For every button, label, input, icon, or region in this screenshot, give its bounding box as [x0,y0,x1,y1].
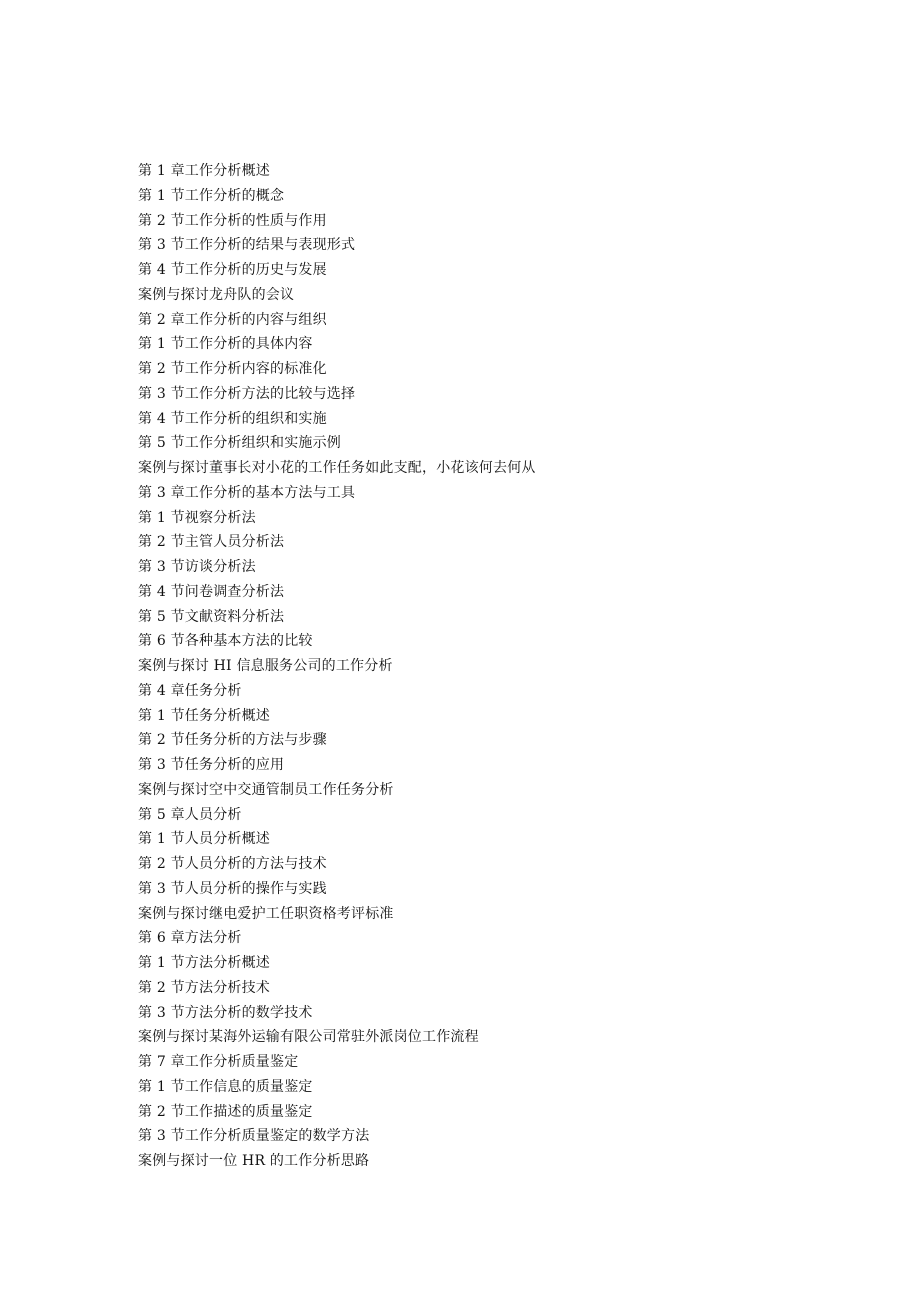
toc-section: 第 1 节工作信息的质量鉴定 [138,1078,313,1095]
toc-section: 第 1 节视察分析法 [138,509,256,526]
toc-section: 第 4 节工作分析的组织和实施 [138,410,327,427]
toc-section: 第 1 节人员分析概述 [138,831,271,848]
toc-section: 第 2 节工作分析的性质与作用 [138,212,327,229]
toc-section: 第 2 节工作分析内容的标准化 [138,361,327,377]
table-of-contents [138,159,536,1174]
toc-section: 第 3 节人员分析的操作与实践 [138,880,327,897]
toc-section: 第 3 节工作分析方法的比较与选择 [138,385,356,402]
toc-section: 第 1 节方法分析概述 [138,955,271,971]
toc-section: 第 1 节工作分析的概念 [138,187,285,204]
toc-section: 第 4 节问卷调查分析法 [138,583,285,600]
toc-section: 第 3 节方法分析的数学技术 [138,1004,313,1021]
toc-case-study: 案例与探讨某海外运输有限公司常驻外派岗位工作流程 [138,1029,479,1046]
toc-chapter-5: 第 5 章人员分析 [138,806,242,823]
toc-case-study: 案例与探讨龙舟队的会议 [138,286,295,303]
toc-section: 第 2 节任务分析的方法与步骤 [138,732,327,749]
toc-chapter-6: 第 6 章方法分析 [138,930,242,947]
toc-chapter-3: 第 3 章工作分析的基本方法与工具 [138,484,356,501]
toc-chapter-1: 第 1 章工作分析概述 [138,163,271,179]
toc-section: 第 4 节工作分析的历史与发展 [138,262,327,278]
toc-chapter-7: 第 7 章工作分析质量鉴定 [138,1054,299,1070]
toc-section: 第 3 节工作分析质量鉴定的数学方法 [138,1128,370,1145]
toc-chapter-4: 第 4 章任务分析 [138,682,242,699]
toc-case-study: 案例与探讨一位 HR 的工作分析思路 [138,1153,370,1169]
toc-section: 第 2 节主管人员分析法 [138,534,285,551]
toc-section: 第 5 节工作分析组织和实施示例 [138,435,342,452]
toc-case-study: 案例与探讨空中交通管制员工作任务分析 [138,781,394,798]
toc-case-study: 案例与探讨董事长对小花的工作任务如此支配，小花该何去何从 [138,460,536,476]
toc-section: 第 6 节各种基本方法的比较 [138,633,313,650]
toc-section: 第 2 节方法分析技术 [138,979,271,996]
toc-chapter-2: 第 2 章工作分析的内容与组织 [138,311,327,328]
toc-case-study: 案例与探讨 HI 信息服务公司的工作分析 [138,658,393,674]
toc-section: 第 2 节人员分析的方法与技术 [138,856,327,872]
toc-section: 第 3 节任务分析的应用 [138,757,285,773]
toc-case-study: 案例与探讨继电爱护工任职资格考评标准 [138,905,394,922]
toc-section: 第 2 节工作描述的质量鉴定 [138,1103,313,1120]
toc-section: 第 5 节文献资料分析法 [138,608,285,625]
toc-section: 第 3 节工作分析的结果与表现形式 [138,237,356,254]
toc-section: 第 1 节任务分析概述 [138,707,271,724]
toc-section: 第 3 节访谈分析法 [138,559,256,575]
toc-section: 第 1 节工作分析的具体内容 [138,336,313,353]
